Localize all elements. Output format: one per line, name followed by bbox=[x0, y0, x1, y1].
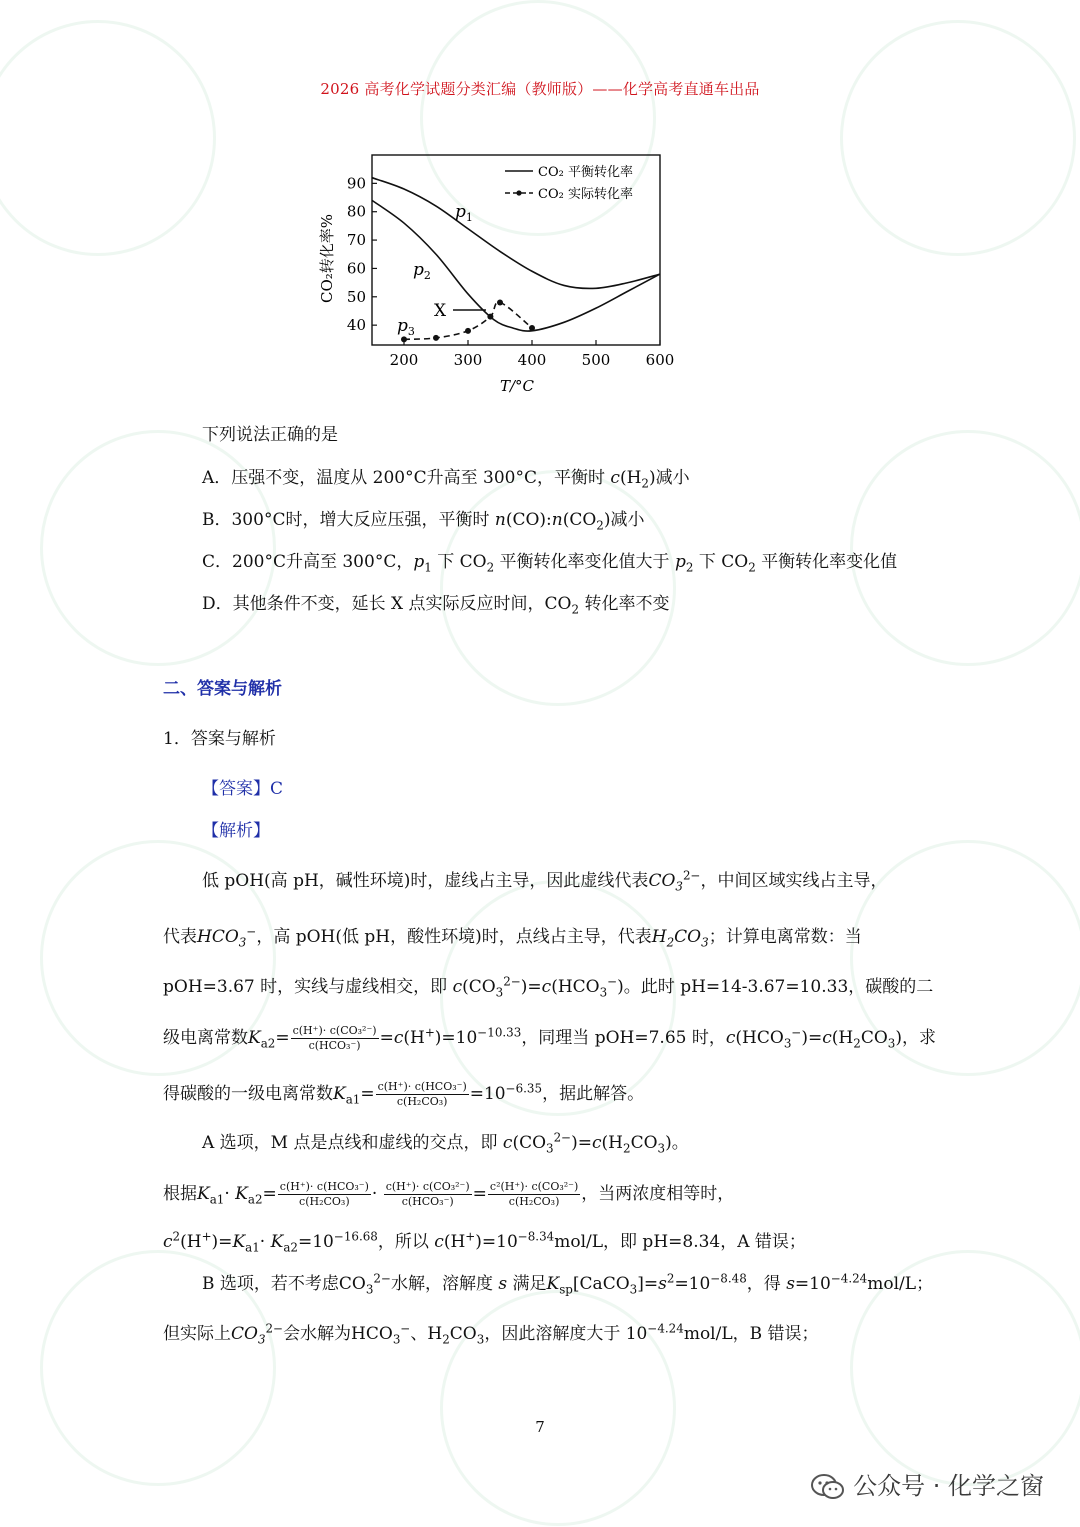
analysis-line-4: 级电离常数$K_{a2}=$ $\frac{\text{c(H⁺)· c(CO₃²⁻)}}{\text{c(HCO₃⁻)}}$ $=c(H^+)=10^{-10.33}$，同理当 pOH=7.65 时，$c(HCO_3^-)=c(H_2CO_3)$，求 bbox=[163, 1024, 936, 1052]
series-p3-point bbox=[433, 335, 439, 341]
section-title: 二、答案与解析 bbox=[163, 679, 282, 699]
conversion-chart bbox=[300, 145, 690, 400]
watermark-seal bbox=[440, 470, 676, 706]
analysis-line-1: 低 pOH(高 pH，碱性环境)时，虚线占主导，因此虚线代表$CO_3^{2-}$，中间区域实线占主导， bbox=[202, 868, 888, 894]
series-p3-point bbox=[465, 328, 471, 334]
y-tick-label: 50 bbox=[346, 287, 366, 306]
legend-dashed-label: CO₂ 实际转化率 bbox=[538, 187, 633, 202]
series-p3-point bbox=[487, 314, 493, 320]
fraction-3: $\frac{\text{c²(H⁺)· c(CO₃²⁻)}}{\text{c(H₂CO₃)}}$ bbox=[489, 1180, 579, 1208]
analysis-line-7: 根据$K_{a1}\cdot K_{a2}=$ $\frac{\text{c(H⁺)· c(HCO₃⁻)}}{\text{c(H₂CO₃)}}$ · $\frac{\text{c(H⁺)· c(CO₃²⁻)}}{\text{c(HCO₃⁻)}}$ = $\frac{\text{c²(H⁺)· c(CO₃²⁻)}}{\text{c(H₂CO₃)}}$ ，当两浓度相等时， bbox=[163, 1180, 735, 1208]
fraction-2: $\frac{\text{c(H⁺)· c(CO₃²⁻)}}{\text{c(HCO₃⁻)}}$ bbox=[385, 1180, 470, 1208]
fraction-ka1: $\frac{\text{c(H⁺)· c(HCO₃⁻)}}{\text{c(H₂CO₃)}}$ bbox=[377, 1080, 467, 1108]
question-stem: 下列说法正确的是 bbox=[202, 425, 338, 445]
wechat-icon bbox=[811, 1474, 845, 1500]
fraction-1: $\frac{\text{c(H⁺)· c(HCO₃⁻)}}{\text{c(H₂CO₃)}}$ bbox=[279, 1180, 369, 1208]
option-a: A．压强不变，温度从 200°C升高至 300°C，平衡时 $c(H_2)$减小 bbox=[202, 468, 690, 491]
analysis-label: 【解析】 bbox=[202, 821, 270, 841]
analysis-line-2: 代表$HCO_3^-$，高 pOH(低 pH，酸性环境)时，点线占主导，代表$H_2CO_3$；计算电离常数：当 bbox=[163, 924, 862, 950]
curve-label-p2: $p_2$ bbox=[413, 260, 431, 282]
item-heading: 1．答案与解析 bbox=[163, 729, 276, 749]
option-b: B．300°C时，增大反应压强，平衡时 $n(CO):n(CO_2)$减小 bbox=[202, 510, 645, 533]
x-tick-label: 400 bbox=[517, 351, 547, 369]
y-tick-label: 40 bbox=[346, 316, 366, 335]
option-c: C．200°C升高至 300°C，$p_1$ 下 $CO_2$ 平衡转化率变化值大于 $p_2$ 下 $CO_2$ 平衡转化率变化值 bbox=[202, 552, 898, 575]
analysis-line-10: 但实际上$CO_3^{2-}$会水解为$HCO_3^-$、$H_2CO_3$，因此溶解度大于 $10^{-4.24}mol/L$，B 错误； bbox=[163, 1321, 819, 1347]
y-tick-label: 70 bbox=[346, 231, 366, 250]
plot-frame bbox=[372, 155, 660, 345]
fraction-ka2: $\frac{\text{c(H⁺)· c(CO₃²⁻)}}{\text{c(HCO₃⁻)}}$ bbox=[292, 1024, 377, 1052]
series-p3-point bbox=[497, 299, 503, 305]
series-p3-point bbox=[529, 325, 535, 331]
y-tick-label: 90 bbox=[346, 174, 366, 193]
y-tick-label: 80 bbox=[346, 202, 366, 221]
y-tick-label: 60 bbox=[346, 259, 366, 278]
watermark-seal bbox=[0, 20, 216, 256]
footer-account[interactable] bbox=[811, 1466, 1044, 1501]
analysis-line-3: pOH=3.67 时，实线与虚线相交，即 $c(CO_3^{2-})=c(HCO_3^-)$。此时 pH=14-3.67=10.33，碳酸的二 bbox=[163, 974, 934, 1000]
analysis-line-8: $c^2(H^+)=K_{a1}\cdot K_{a2}=10^{-16.68}$，所以 $c(H^+)=10^{-8.34}mol/L$，即 pH=8.34，A 错误； bbox=[163, 1229, 806, 1255]
series-p3-point bbox=[401, 336, 407, 342]
analysis-line-6: A 选项，M 点是点线和虚线的交点，即 $c(CO_3^{2-})=c(H_2CO_3)$。 bbox=[202, 1130, 689, 1156]
x-tick-label: 500 bbox=[581, 351, 611, 369]
analysis-line-9: B 选项，若不考虑$CO_3^{2-}$水解，溶解度 s 满足$K_{sp}[CaCO_3]=s^2=10^{-8.48}$，得 $s=10^{-4.24}mol/L$； bbox=[202, 1271, 934, 1297]
x-tick-label: 200 bbox=[389, 351, 419, 369]
legend-solid-label: CO₂ 平衡转化率 bbox=[538, 165, 633, 180]
y-axis-label: CO₂转化率% bbox=[318, 213, 336, 303]
page-number: 7 bbox=[535, 1418, 545, 1436]
curve-label-p3: $p_3$ bbox=[397, 316, 415, 338]
x-tick-label: 300 bbox=[453, 351, 483, 369]
page-header: 2026 高考化学试题分类汇编（教师版）——化学高考直通车出品 bbox=[320, 80, 760, 98]
answer-label: 【答案】C bbox=[202, 779, 284, 799]
option-d: D．其他条件不变，延长 X 点实际反应时间，$CO_2$ 转化率不变 bbox=[202, 594, 670, 617]
curve-label-p1: $p_1$ bbox=[455, 202, 473, 224]
x-tick-label: 600 bbox=[645, 351, 675, 369]
footer-text: 公众号 · 化学之窗 bbox=[853, 1472, 1044, 1500]
x-axis-label: T/°C bbox=[500, 377, 535, 395]
point-label-x: X bbox=[434, 301, 447, 321]
analysis-line-5: 得碳酸的一级电离常数$K_{a1}=$ $\frac{\text{c(H⁺)· c(HCO₃⁻)}}{\text{c(H₂CO₃)}}$ $=10^{-6.35}$，据此解答。 bbox=[163, 1080, 645, 1108]
watermark-seal bbox=[850, 430, 1080, 666]
watermark-seal bbox=[840, 20, 1076, 256]
legend-dashed-marker bbox=[516, 190, 521, 195]
